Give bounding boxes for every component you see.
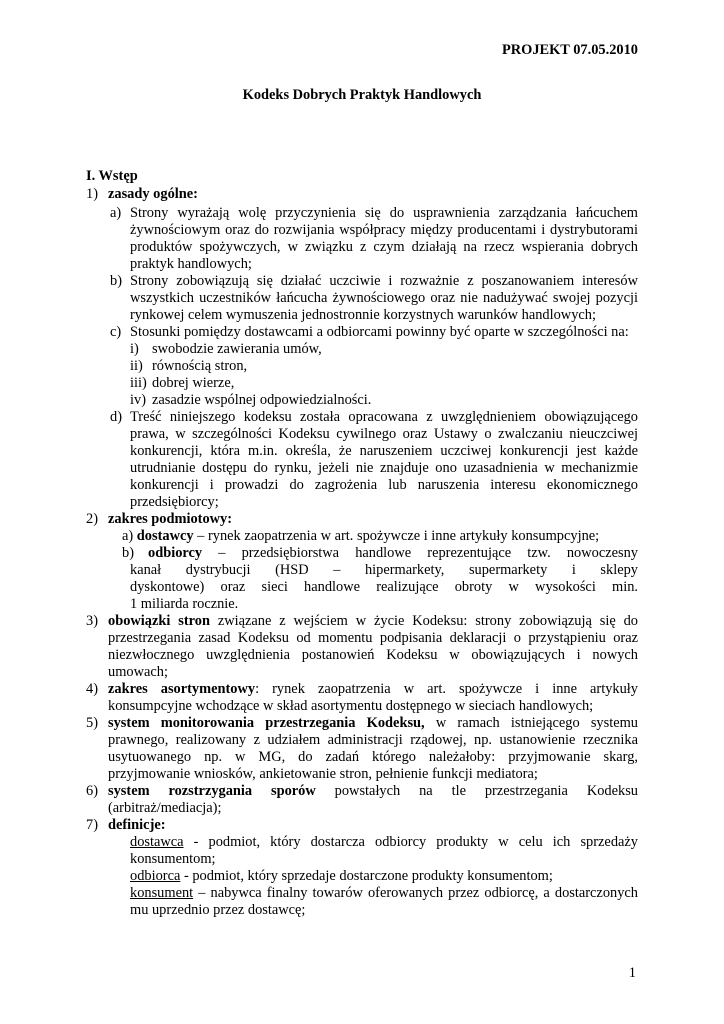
- item-5-line: prawnego, realizowany z udziałem administracji rządowej, np. ustanowienie rzecznika: [108, 732, 638, 748]
- item-6-text: powstałych na tle przestrzegania Kodeksu: [315, 783, 638, 799]
- item-6-number: 6): [86, 783, 98, 799]
- item-2-number: 2): [86, 511, 98, 527]
- definition-term: dostawca: [130, 834, 184, 850]
- item-1c-iii-label: iii): [130, 375, 147, 391]
- item-1a-line: produktów spożywczych, w związku z czym działają na rzecz wspierania dobrych: [130, 239, 638, 255]
- item-1d-line: konkurencji, która m.in. określa, że naruszeniem uczciwej konkurencji jest każde: [130, 443, 638, 459]
- item-6-line: (arbitraż/mediacja);: [108, 800, 222, 816]
- item-4-first: [108, 681, 638, 698]
- item-1c-label: c): [110, 324, 122, 340]
- item-4-line: konsumpcyjne wchodzące w skład asortymentu dostępnego w sieciach handlowych;: [108, 698, 594, 714]
- item-6-first: [108, 783, 638, 800]
- item-3-line: niezwłocznego uwzględnienia postanowień Kodeksu w obowiązujących i nowych: [108, 647, 638, 663]
- definition-term: odbiorca: [130, 868, 181, 884]
- item-1b-line: wszystkich uczestników łańcucha żywnościowego oraz nie nadużywać swojej pozycji: [130, 290, 638, 306]
- item-1c-iv-text: zasadzie wspólnej odpowiedzialności.: [152, 392, 372, 408]
- item-7-heading: definicje:: [108, 817, 166, 833]
- document-title: Kodeks Dobrych Praktyk Handlowych: [242, 87, 482, 103]
- item-2b-label: b): [122, 545, 134, 561]
- item-1c-i-text: swobodzie zawierania umów,: [152, 341, 322, 357]
- section-heading: I. Wstęp: [86, 168, 138, 184]
- item-2a: [122, 528, 599, 545]
- item-5-number: 5): [86, 715, 98, 731]
- item-6-term: system rozstrzygania sporów: [108, 783, 316, 799]
- item-1b-line: Strony zobowiązują się działać uczciwie i rozważnie z poszanowaniem interesów: [130, 273, 638, 289]
- definition-text: - podmiot, który sprzedaje dostarczone produkty konsumentom;: [180, 868, 553, 884]
- item-5-line: przyjmowanie wniosków, ankietowanie stron, pełnienie funkcji mediatora;: [108, 766, 538, 782]
- item-5-text: w ramach istniejącego systemu: [424, 715, 638, 731]
- item-1d-label: d): [110, 409, 122, 425]
- item-2b-line: kanał dystrybucji (HSD – hipermarkety, supermarkety i sklepy: [130, 562, 638, 578]
- item-3-text: związane z wejściem w życie Kodeksu: strony zobowiązują się do: [209, 613, 638, 629]
- definition-line: konsumentom;: [130, 851, 216, 867]
- item-1c-ii-label: ii): [130, 358, 143, 374]
- document-header: PROJEKT 07.05.2010: [501, 42, 638, 58]
- item-3-term: obowiązki stron: [108, 613, 210, 629]
- item-1d-line: przedsiębiorcy;: [130, 494, 219, 510]
- definition-dostawca: [130, 834, 638, 851]
- item-3-first: [108, 613, 638, 630]
- definition-odbiorca: [130, 868, 553, 885]
- item-1c-iii-text: dobrej wierze,: [152, 375, 235, 391]
- item-1-heading: zasady ogólne:: [108, 186, 198, 202]
- item-1b-label: b): [110, 273, 122, 289]
- item-2a-term: dostawcy: [136, 528, 194, 544]
- definition-text: – nabywca finalny towarów oferowanych przez odbiorcę, a dostarczonych: [193, 885, 638, 901]
- item-2a-text: – rynek zaopatrzenia w art. spożywcze i inne artykuły konsumpcyjne;: [193, 528, 600, 544]
- item-1d-line: konkurencji i prowadzi do zagrożenia lub naruszenia interesu ekonomicznego: [130, 477, 638, 493]
- item-7-number: 7): [86, 817, 98, 833]
- item-1c-iv-label: iv): [130, 392, 146, 408]
- item-1b-line: rynkowej celem wymuszenia jednostronnie korzystnych warunków handlowych;: [130, 307, 596, 323]
- page-number: 1: [628, 965, 636, 981]
- item-1a-line: żywnościowym oraz do rozwijania współpracy między producentami i dystrybutorami: [130, 222, 638, 238]
- item-1-number: 1): [86, 186, 98, 202]
- item-4-number: 4): [86, 681, 98, 697]
- item-3-line: umowach;: [108, 664, 168, 680]
- item-1c-ii-text: równością stron,: [152, 358, 248, 374]
- definition-konsument: [130, 885, 638, 902]
- item-1d-line: utrudnianie dostępu do rynku, jeżeli nie znajduje ono uzasadnienia w mechanizmie: [130, 460, 638, 476]
- definition-text: - podmiot, który dostarcza odbiorcy produkty w celu ich sprzedaży: [183, 834, 638, 850]
- item-1d-line: Treść niniejszego kodeksu została opracowana z uwzględnieniem obowiązującego: [130, 409, 638, 425]
- item-2b-first: [148, 545, 638, 562]
- item-2b-text: – przedsiębiorstwa handlowe reprezentujące tzw. nowoczesny: [202, 545, 638, 561]
- item-3-line: przestrzegania zasad Kodeksu od momentu podpisania deklaracji o przystąpieniu oraz: [108, 630, 638, 646]
- item-3-number: 3): [86, 613, 98, 629]
- item-1a-label: a): [110, 205, 122, 221]
- item-5-line: usytuowanego np. w MG, do zadań którego należałoby: przyjmowanie skarg,: [108, 749, 638, 765]
- item-5-term: system monitorowania przestrzegania Kodeksu,: [108, 715, 425, 731]
- item-1a-line: Strony wyrażają wolę przyczynienia się do usprawnienia zarządzania łańcuchem: [130, 205, 638, 221]
- item-2b-line: 1 miliarda rocznie.: [130, 596, 239, 612]
- item-1a-line: praktyk handlowych;: [130, 256, 252, 272]
- definition-term: konsument: [130, 885, 194, 901]
- item-1c-i-label: i): [130, 341, 139, 357]
- definition-line: mu uprzednio przez dostawcę;: [130, 902, 306, 918]
- item-2b-term: odbiorcy: [148, 545, 203, 561]
- item-5-first: [108, 715, 638, 732]
- item-1d-line: prawa, w szczególności Kodeksu cywilnego oraz Ustawy o zwalczaniu nieuczciwej: [130, 426, 638, 442]
- item-4-text: : rynek zaopatrzenia w art. spożywcze i inne artykuły: [255, 681, 638, 697]
- item-2b-line: dyskontowe) oraz sieci handlowe realizujące obroty w wysokości min.: [130, 579, 638, 595]
- item-2a-label: a): [122, 528, 134, 544]
- item-2-heading: zakres podmiotowy:: [108, 511, 233, 527]
- item-4-term: zakres asortymentowy: [108, 681, 256, 697]
- item-1c-line: Stosunki pomiędzy dostawcami a odbiorcami powinny być oparte w szczególności na:: [130, 324, 629, 340]
